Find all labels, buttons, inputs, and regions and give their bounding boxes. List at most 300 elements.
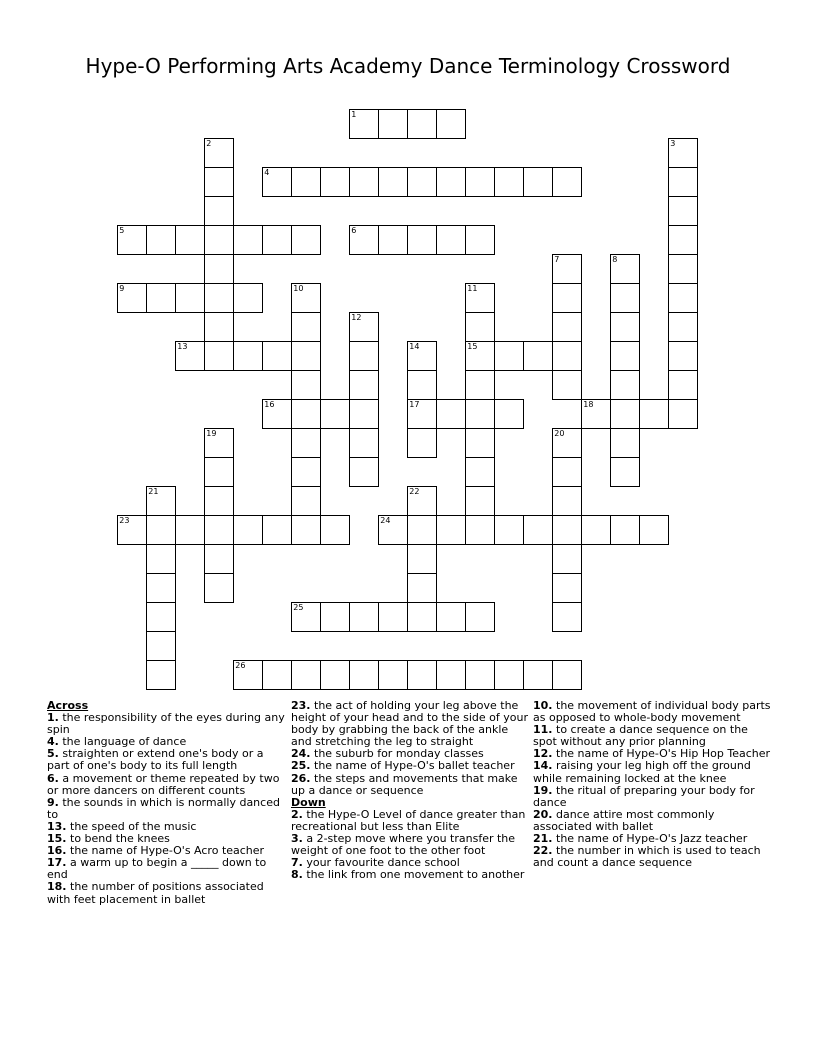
cell-input[interactable] — [408, 603, 436, 631]
cell-input[interactable] — [669, 139, 697, 167]
cell-input[interactable] — [669, 255, 697, 283]
cell-input[interactable] — [582, 516, 610, 544]
cell-input[interactable] — [495, 168, 523, 196]
cell-input[interactable] — [263, 516, 291, 544]
cell-input[interactable] — [669, 400, 697, 428]
grid-cell[interactable] — [465, 399, 495, 429]
grid-cell[interactable] — [378, 515, 408, 545]
grid-cell[interactable] — [146, 225, 176, 255]
grid-cell[interactable] — [465, 457, 495, 487]
grid-cell[interactable] — [407, 486, 437, 516]
cell-input[interactable] — [669, 168, 697, 196]
grid-cell[interactable] — [291, 225, 321, 255]
cell-input[interactable] — [379, 226, 407, 254]
grid-cell[interactable] — [262, 515, 292, 545]
grid-cell[interactable] — [291, 515, 321, 545]
cell-input[interactable] — [205, 574, 233, 602]
grid-cell[interactable] — [146, 602, 176, 632]
cell-input[interactable] — [466, 313, 494, 341]
cell-input[interactable] — [553, 342, 581, 370]
cell-input[interactable] — [350, 661, 378, 689]
cell-input[interactable] — [292, 313, 320, 341]
cell-input[interactable] — [263, 168, 291, 196]
cell-input[interactable] — [437, 226, 465, 254]
grid-cell[interactable] — [407, 109, 437, 139]
cell-input[interactable] — [408, 371, 436, 399]
grid-cell[interactable] — [175, 225, 205, 255]
grid-cell[interactable] — [349, 370, 379, 400]
cell-input[interactable] — [234, 226, 262, 254]
grid-cell[interactable] — [465, 428, 495, 458]
grid-cell[interactable] — [610, 254, 640, 284]
grid-cell[interactable] — [465, 486, 495, 516]
cell-input[interactable] — [205, 429, 233, 457]
grid-cell[interactable] — [378, 225, 408, 255]
cell-input[interactable] — [147, 284, 175, 312]
cell-input[interactable] — [611, 284, 639, 312]
grid-cell[interactable] — [523, 167, 553, 197]
grid-cell[interactable] — [204, 138, 234, 168]
cell-input[interactable] — [147, 603, 175, 631]
grid-cell[interactable] — [552, 486, 582, 516]
cell-input[interactable] — [234, 284, 262, 312]
cell-input[interactable] — [379, 603, 407, 631]
grid-cell[interactable] — [349, 428, 379, 458]
grid-cell[interactable] — [349, 167, 379, 197]
cell-input[interactable] — [205, 545, 233, 573]
cell-input[interactable] — [437, 168, 465, 196]
grid-cell[interactable] — [262, 399, 292, 429]
grid-cell[interactable] — [552, 370, 582, 400]
cell-input[interactable] — [147, 516, 175, 544]
grid-cell[interactable] — [436, 660, 466, 690]
cell-input[interactable] — [466, 661, 494, 689]
grid-cell[interactable] — [552, 312, 582, 342]
grid-cell[interactable] — [407, 544, 437, 574]
cell-input[interactable] — [524, 516, 552, 544]
grid-cell[interactable] — [407, 602, 437, 632]
grid-cell[interactable] — [117, 515, 147, 545]
grid-cell[interactable] — [494, 167, 524, 197]
cell-input[interactable] — [582, 400, 610, 428]
grid-cell[interactable] — [349, 341, 379, 371]
cell-input[interactable] — [263, 226, 291, 254]
cell-input[interactable] — [176, 516, 204, 544]
cell-input[interactable] — [147, 226, 175, 254]
cell-input[interactable] — [437, 661, 465, 689]
grid-cell[interactable] — [436, 399, 466, 429]
cell-input[interactable] — [553, 168, 581, 196]
grid-cell[interactable] — [204, 341, 234, 371]
grid-cell[interactable] — [465, 312, 495, 342]
cell-input[interactable] — [292, 342, 320, 370]
cell-input[interactable] — [263, 400, 291, 428]
grid-cell[interactable] — [146, 515, 176, 545]
cell-input[interactable] — [379, 661, 407, 689]
grid-cell[interactable] — [552, 254, 582, 284]
cell-input[interactable] — [408, 110, 436, 138]
grid-cell[interactable] — [465, 660, 495, 690]
grid-cell[interactable] — [494, 515, 524, 545]
grid-cell[interactable] — [552, 515, 582, 545]
grid-cell[interactable] — [204, 167, 234, 197]
grid-cell[interactable] — [552, 660, 582, 690]
grid-cell[interactable] — [581, 399, 611, 429]
grid-cell[interactable] — [378, 660, 408, 690]
grid-cell[interactable] — [668, 167, 698, 197]
grid-cell[interactable] — [668, 254, 698, 284]
grid-cell[interactable] — [204, 457, 234, 487]
grid-cell[interactable] — [668, 196, 698, 226]
grid-cell[interactable] — [204, 283, 234, 313]
cell-input[interactable] — [466, 458, 494, 486]
cell-input[interactable] — [466, 342, 494, 370]
grid-cell[interactable] — [523, 660, 553, 690]
grid-cell[interactable] — [407, 167, 437, 197]
grid-cell[interactable] — [407, 573, 437, 603]
cell-input[interactable] — [350, 371, 378, 399]
cell-input[interactable] — [495, 400, 523, 428]
cell-input[interactable] — [495, 516, 523, 544]
cell-input[interactable] — [437, 110, 465, 138]
grid-cell[interactable] — [291, 660, 321, 690]
cell-input[interactable] — [553, 603, 581, 631]
grid-cell[interactable] — [523, 341, 553, 371]
grid-cell[interactable] — [349, 109, 379, 139]
grid-cell[interactable] — [262, 167, 292, 197]
grid-cell[interactable] — [465, 370, 495, 400]
cell-input[interactable] — [553, 487, 581, 515]
grid-cell[interactable] — [291, 457, 321, 487]
cell-input[interactable] — [205, 139, 233, 167]
grid-cell[interactable] — [494, 341, 524, 371]
cell-input[interactable] — [466, 371, 494, 399]
cell-input[interactable] — [553, 661, 581, 689]
cell-input[interactable] — [292, 661, 320, 689]
cell-input[interactable] — [669, 313, 697, 341]
grid-cell[interactable] — [349, 602, 379, 632]
cell-input[interactable] — [466, 168, 494, 196]
cell-input[interactable] — [263, 661, 291, 689]
cell-input[interactable] — [553, 574, 581, 602]
grid-cell[interactable] — [552, 428, 582, 458]
grid-cell[interactable] — [610, 399, 640, 429]
cell-input[interactable] — [379, 516, 407, 544]
grid-cell[interactable] — [146, 544, 176, 574]
cell-input[interactable] — [321, 661, 349, 689]
cell-input[interactable] — [321, 516, 349, 544]
cell-input[interactable] — [234, 342, 262, 370]
grid-cell[interactable] — [262, 225, 292, 255]
grid-cell[interactable] — [291, 399, 321, 429]
cell-input[interactable] — [466, 400, 494, 428]
cell-input[interactable] — [350, 342, 378, 370]
cell-input[interactable] — [379, 110, 407, 138]
grid-cell[interactable] — [204, 196, 234, 226]
cell-input[interactable] — [553, 371, 581, 399]
cell-input[interactable] — [350, 458, 378, 486]
cell-input[interactable] — [205, 226, 233, 254]
grid-cell[interactable] — [610, 283, 640, 313]
cell-input[interactable] — [437, 516, 465, 544]
grid-cell[interactable] — [668, 370, 698, 400]
grid-cell[interactable] — [233, 660, 263, 690]
cell-input[interactable] — [553, 255, 581, 283]
cell-input[interactable] — [553, 429, 581, 457]
cell-input[interactable] — [553, 545, 581, 573]
grid-cell[interactable] — [668, 225, 698, 255]
cell-input[interactable] — [640, 516, 668, 544]
grid-cell[interactable] — [407, 428, 437, 458]
cell-input[interactable] — [263, 342, 291, 370]
cell-input[interactable] — [408, 487, 436, 515]
grid-cell[interactable] — [146, 573, 176, 603]
cell-input[interactable] — [292, 603, 320, 631]
cell-input[interactable] — [176, 226, 204, 254]
grid-cell[interactable] — [436, 109, 466, 139]
cell-input[interactable] — [408, 342, 436, 370]
grid-cell[interactable] — [204, 486, 234, 516]
grid-cell[interactable] — [668, 399, 698, 429]
grid-cell[interactable] — [552, 283, 582, 313]
cell-input[interactable] — [118, 284, 146, 312]
grid-cell[interactable] — [117, 283, 147, 313]
cell-input[interactable] — [466, 516, 494, 544]
grid-cell[interactable] — [175, 283, 205, 313]
grid-cell[interactable] — [320, 602, 350, 632]
cell-input[interactable] — [350, 429, 378, 457]
grid-cell[interactable] — [610, 457, 640, 487]
cell-input[interactable] — [321, 603, 349, 631]
cell-input[interactable] — [553, 516, 581, 544]
grid-cell[interactable] — [204, 428, 234, 458]
cell-input[interactable] — [205, 487, 233, 515]
grid-cell[interactable] — [552, 544, 582, 574]
cell-input[interactable] — [408, 516, 436, 544]
cell-input[interactable] — [234, 516, 262, 544]
grid-cell[interactable] — [320, 515, 350, 545]
cell-input[interactable] — [611, 429, 639, 457]
cell-input[interactable] — [118, 516, 146, 544]
cell-input[interactable] — [640, 400, 668, 428]
grid-cell[interactable] — [233, 341, 263, 371]
cell-input[interactable] — [408, 574, 436, 602]
cell-input[interactable] — [611, 313, 639, 341]
grid-cell[interactable] — [465, 515, 495, 545]
cell-input[interactable] — [205, 313, 233, 341]
grid-cell[interactable] — [552, 167, 582, 197]
grid-cell[interactable] — [349, 457, 379, 487]
grid-cell[interactable] — [204, 225, 234, 255]
grid-cell[interactable] — [204, 515, 234, 545]
grid-cell[interactable] — [204, 544, 234, 574]
grid-cell[interactable] — [204, 312, 234, 342]
cell-input[interactable] — [669, 342, 697, 370]
cell-input[interactable] — [292, 458, 320, 486]
cell-input[interactable] — [495, 342, 523, 370]
grid-cell[interactable] — [291, 486, 321, 516]
cell-input[interactable] — [611, 458, 639, 486]
grid-cell[interactable] — [465, 167, 495, 197]
grid-cell[interactable] — [407, 399, 437, 429]
cell-input[interactable] — [147, 574, 175, 602]
grid-cell[interactable] — [407, 341, 437, 371]
grid-cell[interactable] — [407, 515, 437, 545]
grid-cell[interactable] — [291, 283, 321, 313]
cell-input[interactable] — [466, 284, 494, 312]
grid-cell[interactable] — [320, 399, 350, 429]
cell-input[interactable] — [292, 429, 320, 457]
cell-input[interactable] — [350, 110, 378, 138]
cell-input[interactable] — [669, 226, 697, 254]
cell-input[interactable] — [466, 487, 494, 515]
grid-cell[interactable] — [465, 225, 495, 255]
grid-cell[interactable] — [668, 312, 698, 342]
cell-input[interactable] — [611, 516, 639, 544]
grid-cell[interactable] — [581, 515, 611, 545]
cell-input[interactable] — [350, 313, 378, 341]
cell-input[interactable] — [611, 342, 639, 370]
grid-cell[interactable] — [320, 167, 350, 197]
cell-input[interactable] — [234, 661, 262, 689]
cell-input[interactable] — [147, 632, 175, 660]
grid-cell[interactable] — [494, 399, 524, 429]
cell-input[interactable] — [437, 400, 465, 428]
cell-input[interactable] — [524, 661, 552, 689]
grid-cell[interactable] — [204, 573, 234, 603]
grid-cell[interactable] — [552, 573, 582, 603]
grid-cell[interactable] — [146, 283, 176, 313]
grid-cell[interactable] — [262, 341, 292, 371]
cell-input[interactable] — [205, 342, 233, 370]
cell-input[interactable] — [524, 168, 552, 196]
grid-cell[interactable] — [349, 399, 379, 429]
cell-input[interactable] — [147, 545, 175, 573]
grid-cell[interactable] — [552, 457, 582, 487]
cell-input[interactable] — [205, 516, 233, 544]
grid-cell[interactable] — [552, 602, 582, 632]
cell-input[interactable] — [205, 197, 233, 225]
grid-cell[interactable] — [291, 370, 321, 400]
grid-cell[interactable] — [175, 341, 205, 371]
grid-cell[interactable] — [146, 631, 176, 661]
grid-cell[interactable] — [523, 515, 553, 545]
grid-cell[interactable] — [668, 341, 698, 371]
grid-cell[interactable] — [494, 660, 524, 690]
grid-cell[interactable] — [639, 515, 669, 545]
grid-cell[interactable] — [436, 515, 466, 545]
cell-input[interactable] — [408, 661, 436, 689]
grid-cell[interactable] — [291, 167, 321, 197]
cell-input[interactable] — [553, 313, 581, 341]
grid-cell[interactable] — [146, 660, 176, 690]
grid-cell[interactable] — [610, 370, 640, 400]
grid-cell[interactable] — [233, 515, 263, 545]
cell-input[interactable] — [205, 284, 233, 312]
cell-input[interactable] — [669, 284, 697, 312]
grid-cell[interactable] — [407, 225, 437, 255]
cell-input[interactable] — [379, 168, 407, 196]
grid-cell[interactable] — [233, 283, 263, 313]
grid-cell[interactable] — [117, 225, 147, 255]
cell-input[interactable] — [611, 255, 639, 283]
cell-input[interactable] — [466, 603, 494, 631]
grid-cell[interactable] — [291, 341, 321, 371]
cell-input[interactable] — [205, 255, 233, 283]
grid-cell[interactable] — [465, 283, 495, 313]
cell-input[interactable] — [408, 400, 436, 428]
cell-input[interactable] — [118, 226, 146, 254]
grid-cell[interactable] — [436, 225, 466, 255]
cell-input[interactable] — [611, 400, 639, 428]
cell-input[interactable] — [466, 429, 494, 457]
grid-cell[interactable] — [233, 225, 263, 255]
grid-cell[interactable] — [349, 660, 379, 690]
cell-input[interactable] — [408, 545, 436, 573]
grid-cell[interactable] — [407, 660, 437, 690]
grid-cell[interactable] — [291, 428, 321, 458]
grid-cell[interactable] — [349, 312, 379, 342]
grid-cell[interactable] — [552, 341, 582, 371]
grid-cell[interactable] — [436, 602, 466, 632]
grid-cell[interactable] — [639, 399, 669, 429]
cell-input[interactable] — [611, 371, 639, 399]
grid-cell[interactable] — [291, 602, 321, 632]
grid-cell[interactable] — [378, 602, 408, 632]
cell-input[interactable] — [669, 371, 697, 399]
grid-cell[interactable] — [378, 109, 408, 139]
cell-input[interactable] — [292, 487, 320, 515]
cell-input[interactable] — [205, 458, 233, 486]
grid-cell[interactable] — [668, 283, 698, 313]
grid-cell[interactable] — [610, 341, 640, 371]
cell-input[interactable] — [466, 226, 494, 254]
cell-input[interactable] — [147, 487, 175, 515]
grid-cell[interactable] — [175, 515, 205, 545]
grid-cell[interactable] — [465, 341, 495, 371]
cell-input[interactable] — [553, 284, 581, 312]
cell-input[interactable] — [321, 168, 349, 196]
grid-cell[interactable] — [407, 370, 437, 400]
grid-cell[interactable] — [262, 660, 292, 690]
cell-input[interactable] — [292, 400, 320, 428]
grid-cell[interactable] — [146, 486, 176, 516]
cell-input[interactable] — [292, 371, 320, 399]
grid-cell[interactable] — [465, 602, 495, 632]
cell-input[interactable] — [553, 458, 581, 486]
cell-input[interactable] — [495, 661, 523, 689]
cell-input[interactable] — [408, 226, 436, 254]
grid-cell[interactable] — [610, 428, 640, 458]
grid-cell[interactable] — [204, 254, 234, 284]
grid-cell[interactable] — [378, 167, 408, 197]
cell-input[interactable] — [292, 226, 320, 254]
cell-input[interactable] — [408, 429, 436, 457]
cell-input[interactable] — [408, 168, 436, 196]
grid-cell[interactable] — [668, 138, 698, 168]
grid-cell[interactable] — [291, 312, 321, 342]
cell-input[interactable] — [350, 603, 378, 631]
cell-input[interactable] — [147, 661, 175, 689]
grid-cell[interactable] — [610, 312, 640, 342]
cell-input[interactable] — [437, 603, 465, 631]
cell-input[interactable] — [292, 284, 320, 312]
cell-input[interactable] — [205, 168, 233, 196]
grid-cell[interactable] — [436, 167, 466, 197]
cell-input[interactable] — [350, 168, 378, 196]
cell-input[interactable] — [669, 197, 697, 225]
grid-cell[interactable] — [349, 225, 379, 255]
